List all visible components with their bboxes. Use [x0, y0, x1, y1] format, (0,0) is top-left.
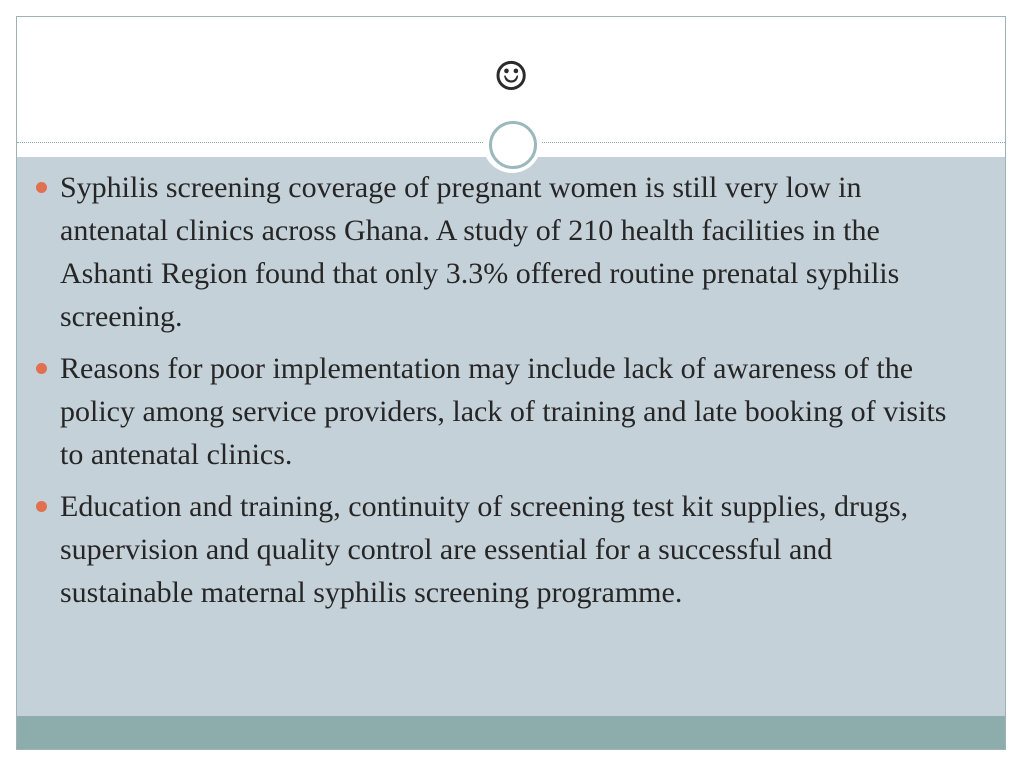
- bullet-list: [34, 166, 954, 623]
- bullet-text: Reasons for poor implementation may include lack of awareness of the policy among service providers, lack of training and late booking of visits to antenatal clinics.: [60, 352, 947, 471]
- bullet-text: Education and training, continuity of screening test kit supplies, drugs, supervision and quality control are essential for a successful and sustainable maternal syphilis screening programme.: [60, 490, 909, 609]
- bullet-text: Syphilis screening coverage of pregnant women is still very low in antenatal clinics across Ghana. A study of 210 health facilities in the Ashanti Region found that only 3.3% offered routine prenatal syphilis screening.: [60, 171, 900, 333]
- bullet-dot-icon: [36, 501, 47, 512]
- bullet-dot-icon: [36, 363, 47, 374]
- slide-title: ☺: [493, 54, 529, 100]
- bullet-item: [34, 166, 954, 338]
- ring-icon: [489, 121, 537, 169]
- bullet-item: [34, 485, 954, 614]
- circle-ornament-icon: [483, 115, 541, 173]
- bullet-item: [34, 347, 954, 476]
- footer-band: [17, 716, 1005, 750]
- bullet-dot-icon: [36, 182, 47, 193]
